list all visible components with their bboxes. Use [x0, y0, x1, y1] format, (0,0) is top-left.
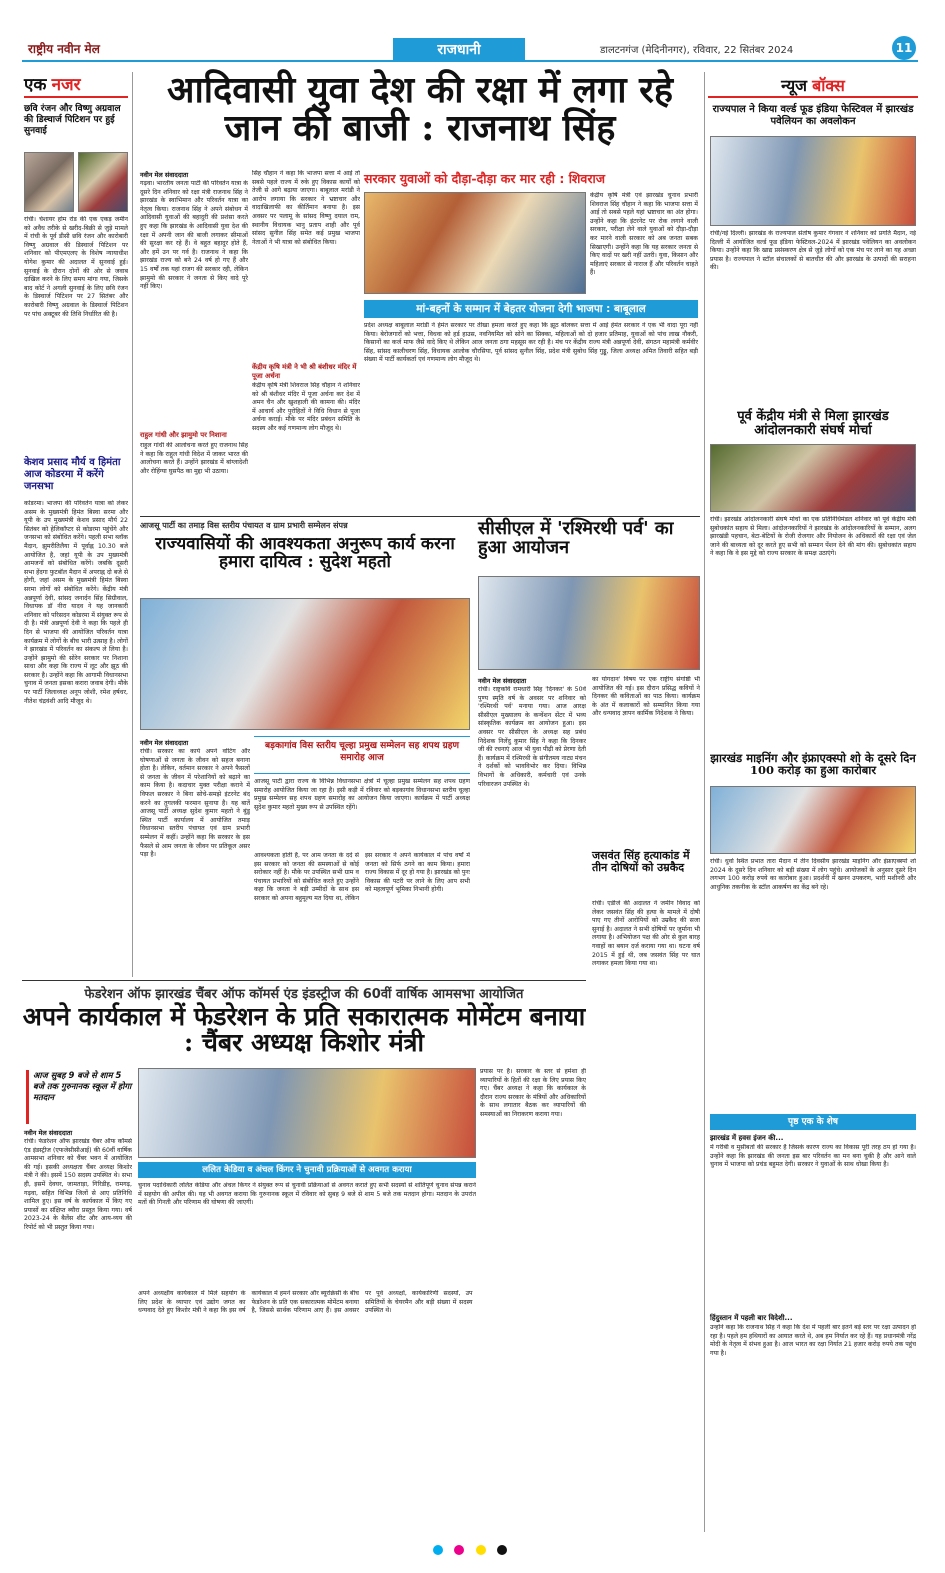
news-box-body-3: रांची। धुर्वा स्थित प्रभात तारा मैदान में तीन दिवसीय झारखंड माइनिंग और इंफ्राएक्स्पो शो 2024 के दूसरे दिन शनिवार को बड़ी संख्या में लोग पहुंचे। आयोजकों के अनुसार दूसरे दिन लगभग 100 करोड़ रुपये का कारोबार हुआ। प्रदर्शनी में खनन उपकरण, भारी मशीनरी और आधुनिक तकनीक के स्टॉल आकर्षण का केंद्र बने रहे। — [710, 858, 916, 891]
sudesh-body-right: आवश्यकता होती है, पर आम जनता के दर्द से इस सरकार को जनता की समस्याओं से कोई सरोकार नहीं है। मौके पर उपस्थित सभी ग्राम व पंचायत प्रभारियों को संबोधित करते हुए उन्होंने कहा कि जनता ने बड़ी उम्मीदों के साथ इस सरकार को अपना बहुमूल्य मत दिया था, लेकिन इस सरकार ने अपने कार्यकाल में पांच वर्षों में जनता को सिर्फ ठगने का काम किया। हमारा राज्य विकास में दूर हो गया है। झारखंड को पुनः विकास की पटरी पर लाने के लिए आप सभी को महत्वपूर्ण भूमिका निभानी होगी। — [254, 852, 470, 902]
registration-marks — [22, 1540, 918, 1554]
sudesh-body-sub: आजसू पार्टी द्वारा राज्य के विभिन्न विधानसभा क्षेत्रों में चूल्हा प्रमुख सम्मेलन सह शपथ ग्रहण समारोह आयोजित किया जा रहा है। इसी कड़ी में रविवार को बड़कागांव विधानसभा स्तरीय चूल्हा प्रमुख सम्मेलन सह शपथ ग्रहण समारोह का आयोजन किया जाएगा। कार्यक्रम में पार्टी अध्यक्ष सुदेश कुमार महतो मुख्य रूप से उपस्थित रहेंगे। — [254, 778, 470, 811]
ek-nazar-label — [24, 72, 128, 98]
lead-headline: आदिवासी युवा देश की रक्षा में लगा रहे जान की बाजी : राजनाथ सिंह — [167, 69, 673, 149]
sudesh-shoulder: आजसू पार्टी का तमाड़ विस स्तरीय पंचायत व ग्राम प्रभारी सम्मेलन संपन्न — [140, 521, 348, 530]
federation-shoulder: फेडरेशन ऑफ झारखंड चैंबर ऑफ कॉमर्स एंड इंडस्ट्रीज की 60वीं वार्षिक आमसभा आयोजित — [84, 987, 524, 1002]
dateline: डालटनगंज (मेदिनीनगर), रविवार, 22 सितंबर 2024 — [600, 45, 794, 56]
continued-label: पृष्ठ एक के शेष — [710, 1114, 916, 1130]
photo-chamber-agm — [138, 1068, 476, 1158]
jaswant-body: रांची। एडीजे की अदालत ने जमीन विवाद को लेकर जसवंत सिंह की हत्या के मामले में दोषी पाए गए तीनों आरोपियों को उम्रकैद की सजा सुनाई है। अदालत ने सभी दोषियों पर जुर्माना भी लगाया है। अभियोजन पक्ष की ओर से कुल बारह गवाहों का बयान दर्ज कराया गया था। घटना वर्ष 2015 में हुई थी, जब जसवंत सिंह पर घात लगाकर हमला किया गया था। — [592, 900, 700, 968]
section-rule-1 — [140, 516, 700, 517]
babulal-body: प्रदेश अध्यक्ष बाबूलाल मरांडी ने हेमंत सरकार पर तीखा हमला करते हुए कहा कि झूठ बोलकर सत्ता में आई हेमंत सरकार ने एक भी वादा पूरा नहीं किया। बेरोजगारों को भत्ता, विधवा को हर्ड हाउस, नवनियमित को सोने का सिक्का, महिलाओं को दो हजार प्रतिमाह, युवाओं को पांच लाख नौकरी, किसानों का कर्ज माफ जैसे वादे किए थे लेकिन आज जनता ठगा महसूस कर रही है। मंच पर केंद्रीय राज्य मंत्री अन्नपूर्णा देवी, संगठन महामंत्री कर्मवीर सिंह, सांसद कालीचरण सिंह, विधायक आलोक चौरसिया, पूर्व सांसद सुनील सिंह, प्रदेश मंत्री सुबोध सिंह गुड्डू, जिला अध्यक्ष अमित तिवारी सहित बड़ी संख्या में पार्टी कार्यकर्ता एवं गणमान्य लोग मौजूद थे। — [364, 322, 698, 364]
federation-byline: नवीन मेल संवाददाता — [24, 1129, 73, 1137]
shivraj-body: केंद्रीय कृषि मंत्री एवं झारखंड चुनाव प्रभारी शिवराज सिंह चौहान ने कहा कि भाजपा सत्ता में आई तो सबसे पहले यहां भ्रष्टाचार का अंत होगा। उन्होंने कहा कि इंटरनेट पर रोक लगाने वाली सरकार, परीक्षा लेने वाले युवाओं को दौड़ा-दौड़ा कर मारने वाली सरकार को अब जनता सबक सिखाएगी। उन्होंने कहा कि यह सरकार जनता से किए वादों पर खरी नहीं उतरी। युवा, किसान और महिलाएं सरकार से नाराज हैं और परिवर्तन चाहते हैं। — [590, 192, 698, 277]
federation-body-left: रांची। फेडरेशन ऑफ झारखंड चैंबर ऑफ कॉमर्स एंड इंडस्ट्रीज (एफजेसीसीआई) की 60वीं वार्षिक आमसभा शनिवार को चैंबर भवन में आयोजित की गई। इसकी अध्यक्षता चैंबर अध्यक्ष किशोर मंत्री ने की। इसमें 150 सदस्य उपस्थित थे। सभा ही, इसमें देवघर, जामताड़ा, गिरिडीह, रामगढ़, गढ़वा, सहित विभिन्न जिलों से आए प्रतिनिधि शामिल हुए। इस वर्ष के कार्यकाल में किए गए प्रयासों का संक्षिप्त ब्यौरा प्रस्तुत किया गया। वर्ष 2023-24 के बैलेंस शीट और आय-व्यय की रिपोर्ट को भी प्रस्तुत किया गया। — [24, 1138, 132, 1231]
jaswant-headline: जसवंत सिंह हत्याकांड में तीन दोषियों को उम्रकैद — [592, 849, 690, 874]
photo-ajsu-meeting — [140, 598, 470, 730]
photo-vishnu-agarwal — [78, 152, 128, 212]
yellow-mark — [476, 1545, 486, 1555]
news-box-body-2: रांची। झारखंड आंदोलनकारी संघर्ष मोर्चा का एक प्रतिनिधिमंडल शनिवार को पूर्व केंद्रीय मंत्री सुबोधकांत सहाय से मिला। आंदोलनकारियों ने झारखंड के आंदोलनकारियों के सम्मान, अलग झारखंडी पहचान, बेटा-बेटियों के रोजी रोजगार और नियोजन के अधिकारों की रक्षा एवं जेल जाने की बाध्यता को दूर करते हुए सभी को सम्मान पेंशन देने की मांग की। सुबोधकांत सहाय ने कहा कि वे इस मुद्दे को राज्य सरकार के समक्ष उठाएंगे। — [710, 516, 916, 558]
lead-body-col1: गढ़वा। भारतीय जनता पार्टी की परिवर्तन यात्रा के दूसरे दिन शनिवार को रक्षा मंत्री राजनाथ सिंह ने झारखंड के स्वाभिमान और परिवर्तन यात्रा का नेतृत्व किया। राजनाथ सिंह ने अपने संबोधन में आदिवासी युवाओं की बहादुरी की प्रशंसा करते हुए कहा कि झारखंड के आदिवासी युवा देश की रक्षा में अपनी जान की बाजी लगाकर सीमाओं की सुरक्षा कर रहे हैं। वे बहुत बहादुर होते हैं, और हमें उन पर गर्व है। राजनाथ ने कहा कि झारखंड राज्य को बने 24 वर्ष हो गए हैं और 15 वर्षों तक यहां राजग की सरकार रही, लेकिन झामुमो की सरकार ने जनता से किए वादे पूरे नहीं किए। — [140, 180, 248, 291]
sudesh-byline: नवीन मेल संवाददाता — [140, 739, 189, 747]
federation-body-sub: चुनाव पदाधिकारी ललित केडिया और अंचल किंगर ने संयुक्त रूप से चुनावी प्रक्रियाओं से अवगत कराते हुए सभी सदस्यों से शांतिपूर्ण चुनाव संपन्न कराने में सहयोग की अपील की। यह भी अवगत कराया कि गुरुनानक स्कूल में रविवार को सुबह 9 बजे से शाम 5 बजे तक मतदान होगा। मतदान के उपरांत मतों की गिनती और परिणाम की घोषणा की जाएगी। — [138, 1182, 476, 1207]
ek-nazar-headline-1: छवि रंजन और विष्णु अग्रवाल की डिस्चार्ज पिटिशन पर हुई सुनवाई — [24, 104, 121, 136]
column-divider — [132, 72, 133, 977]
news-box-headline-1: राज्यपाल ने किया वर्ल्ड फूड इंडिया फेस्टिवल में झारखंड पवेलियन का अवलोकन — [712, 104, 914, 127]
cicl-byline: नवीन मेल संवाददाता — [478, 677, 527, 685]
box-label: बॉक्स — [812, 76, 845, 95]
cicl-body-2: का योगदान' विषय पर एक राष्ट्रीय संगोष्ठी भी आयोजित की गई। इस दौरान प्रसिद्ध कवियों ने दिनकर की कविताओं का पाठ किया। कार्यक्रम के अंत में कलाकारों को सम्मानित किया गया और धन्यवाद ज्ञापन कार्मिक निदेशक ने किया। — [592, 676, 700, 718]
photo-governor-pavilion — [710, 136, 916, 226]
black-mark — [497, 1545, 507, 1555]
news-box-label — [708, 74, 918, 98]
shivraj-shoulder: सरकार युवाओं को दौड़ा-दौड़ा कर मार रही : शिवराज — [364, 171, 606, 186]
photo-cicl-event — [478, 576, 700, 670]
federation-subbox: ललित केडिया व अंचल किंगर ने चुनावी प्रक्रियाओं से अवगत कराया — [138, 1162, 476, 1178]
section-rule-2 — [22, 980, 586, 981]
lead-subhead-2: केंद्रीय कृषि मंत्री ने भी श्री बंशीधर मंदिर में पूजा अर्चना — [252, 363, 357, 380]
cyan-mark — [433, 1545, 443, 1555]
magenta-mark — [454, 1545, 464, 1555]
sudesh-body-left: रांची। सरकार का कार्य अपने वोटिंग और घोषणाओं से जनता के जीवन को सहज बनाना होता है। लेकिन, वर्तमान सरकार ने अपने फैसलों से जनता के जीवन में परेशानियों को बढ़ाने का काम किया है। कदाचार मुक्त परीक्षा कराने में विफल सरकार ने बिना सोचे-समझे इंटरनेट बंद करने का तुगलकी फरमान सुनाया है। यह बातें आजसू पार्टी अध्यक्ष सुदेश कुमार महतो ने बुंडू स्थित पार्टी कार्यालय में आयोजित तमाड़ विधानसभा स्तरीय पंचायत एवं ग्राम प्रभारी सम्मेलन में कहीं। उन्होंने कहा कि सरकार के इस फैसले से आम जनता के जीवन पर प्रतिकूल असर पड़ा है। — [140, 748, 250, 859]
ek-nazar-body-2: कोडरमा। भाजपा की परिवर्तन यात्रा को लेकर असम के मुख्यमंत्री हिमंत बिस्वा सरमा और यूपी के उप मुख्यमंत्री केशव प्रसाद मौर्य 22 सितंबर को हेलिकॉप्टर से कोडरमा पहुंचेंगे और जनसभा को संबोधित करेंगे। पहली सभा ब्लॉक मैदान, झुमरीतिलैया में पूर्वाह्न 10.30 बजे आयोजित है, जहां यूपी के उप मुख्यमंत्री आमजनों को संबोधित करेंगे। जबकि दूसरी सभा हेंदगा फुटबॉल मैदान में अपराह्न दो बजे से होगी, जहां असम के मुख्यमंत्री हिमंत बिस्वा सरमा लोगों को संबोधित करेंगे। केंद्रीय मंत्री अन्नपूर्णा देवी, सांसद जनार्दन सिंह सिग्रीवाल, विधायक डॉ नीरा यादव ने यह जानकारी शनिवार को परिसदन कोडरमा में संयुक्त रूप से दी है। मंत्री अन्नपूर्णा देवी ने कहा कि पहले ही दिन से भाजपा की आयोजित परिवर्तन यात्रा कार्यक्रम में लोगों के बीच भारी उत्साह है। लोगों ने झारखंड में परिवर्तन का संकल्प ले लिया है। उन्होंने झामुमो की सोरेन सरकार पर निशाना साधा और कहा कि राज्य में लूट और झूठ की सरकार है। उन्होंने कहा कि आगामी विधानसभा चुनाव में जनता इसका करारा जवाब देगी। मौके पर पार्टी जिलाध्यक्ष अनूप जोशी, रमेश हर्षधर, नीतेश चंद्रवंशी आदि मौजूद थे। — [24, 500, 128, 705]
column-divider-right — [704, 72, 705, 1532]
lead-body-col2b: केंद्रीय कृषि मंत्री शिवराज सिंह चौहान ने शनिवार को श्री बंशीधर मंदिर में पूजा अर्चना कर देश में अमन चैन और खुशहाली की कामना की। मंदिर में आचार्य और पुरोहितों ने विधि विधान से पूजा अर्चना कराई। मौके पर मंदिर प्रबंधन समिति के सदस्य और कई गणमान्य लोग मौजूद थे। — [252, 382, 360, 432]
federation-headline: अपने कार्यकाल में फेडरेशन के प्रति सकारात्मक मोमेंटम बनाया : चैंबर अध्यक्ष किशोर मंत्री — [22, 1002, 586, 1058]
news-box-body-1: रांची/नई दिल्ली। झारखंड के राज्यपाल संतोष कुमार गंगवार ने शनिवार को प्रगति मैदान, नई दिल्ली में आयोजित वर्ल्ड फूड इंडिया फेस्टिवल-2024 में झारखंड पवेलियन का अवलोकन किया। उन्होंने कहा कि खाद्य प्रसंस्करण क्षेत्र से जुड़े लोगों को एक मंच पर लाने का यह अच्छा प्रयास है। राज्यपाल ने स्टॉल संचालकों से बातचीत की और झारखंड के उत्पादों की सराहना की। — [710, 230, 916, 272]
lead-subhead-1: राहुल गांधी और झामुमो पर निशाना — [140, 431, 227, 439]
photo-mining-expo — [710, 786, 916, 854]
photo-rally-stage — [364, 192, 586, 294]
babulal-headline: मां-बहनों के सम्मान में बेहतर योजना देगी भाजपा : बाबूलाल — [364, 300, 698, 318]
page-number: 11 — [892, 36, 916, 60]
paper-name: राष्ट्रीय नवीन मेल — [28, 42, 100, 56]
federation-body-bottom: अपने अध्यक्षीय कार्यकाल में मिले सहयोग के लिए प्रदेश के व्यापार एवं उद्योग जगत का धन्यवाद देते हुए किशोर मंत्री ने कहा कि इस वर्ष कार्यकाल में हमने सरकार और ब्यूरोक्रेसी के बीच फेडरेशन के प्रति एक सकारात्मक मोमेंटम बनाया है, जिससे सार्थक परिणाम आए हैं। इस अवसर पर पूर्व अध्यक्षों, कार्यकारिणी सदस्यों, उप समितियों के चेयरमैन और बड़ी संख्या में सदस्य उपस्थित थे। — [138, 1290, 473, 1315]
photo-andolankari-meeting — [710, 444, 916, 512]
federation-body-top-right: प्रयास पर है। सरकार के स्तर से हमेशा ही व्यापारियों के हितों की रक्षा के लिए प्रयास किए गए। चैंबर अध्यक्ष ने कहा कि कार्यकाल के दौरान राज्य सरकार के मंत्रियों और अधिकारियों के साथ लगातार बैठक कर व्यापारियों की समस्याओं का निराकरण कराया गया। — [480, 1068, 586, 1118]
cicl-headline: सीसीएल में 'रश्मिरथी पर्व' का हुआ आयोजन — [478, 518, 674, 558]
lead-body-col2: सिंह चौहान ने कहा कि भाजपा सत्ता में आई तो सबसे पहले राज्य में रुके हुए विकास कार्यों को तेजी से आगे बढ़ाया जाएगा। बाबूलाल मरांडी ने आरोप लगाया कि सरकार ने भ्रष्टाचार और वादाखिलाफी का कीर्तिमान बनाया है। इस अवसर पर पलामू के सांसद विष्णु दयाल राम, स्थानीय विधायक भानु प्रताप शाही और पूर्व सांसद सुनील सिंह समेत कई प्रमुख भाजपा नेताओं ने भी यात्रा को संबोधित किया। — [252, 170, 360, 246]
sudesh-subbox: बड़कागांव विस स्तरीय चूल्हा प्रमुख सम्मेलन सह शपथ ग्रहण समारोह आज — [254, 736, 470, 774]
continued-headline-1: झारखंड में हवस इंजन की... — [710, 1134, 784, 1142]
nazar-label: नजर — [51, 75, 81, 95]
news-box-headline-2: पूर्व केंद्रीय मंत्री से मिला झारखंड आंदोलनकारी संघर्ष मोर्चा — [737, 409, 889, 438]
ek-nazar-body-1: रांची। चेशायर होम रोड की एक एकड़ जमीन को अवैध तरीके से खरीद-बिक्री से जुड़े मामले में रांची के पूर्व डीसी छवि रंजन और कारोबारी विष्णु अग्रवाल की डिस्चार्ज पिटिशन पर शनिवार को पीएमएलए के विशेष न्यायाधीश योगेश कुमार की अदालत में सुनवाई हुई। सुनवाई के दौरान दोनों की ओर से जवाब दाखिल करने के लिए समय मांगा गया, जिसके बाद कोर्ट ने अगली सुनवाई के लिए छवि रंजन के डिस्चार्ज पिटिशन पर 27 सितंबर और कारोबारी विष्णु अग्रवाल के डिस्चार्ज पिटिशन पर पांच अक्टूबर की तिथि निर्धारित की है। — [24, 216, 128, 318]
ek-nazar-headline-2: केशव प्रसाद मौर्य व हिमंता आज कोडरमा में करेंगे जनसभा — [24, 457, 121, 492]
federation-side-note: आज सुबह 9 बजे से शाम 5 बजे तक गुरुनानक स्कूल में होगा मतदान — [26, 1070, 132, 1124]
continued-body-1: में गरीबी व मुसीबतों की सरकार है जिसके कारण राज्य का विकास पूरी तरह ठप हो गया है। उन्होंने कहा कि झारखंड की जनता इस बार परिवर्तन का मन बना चुकी है और आने वाले चुनाव में भाजपा को प्रचंड बहुमत देगी। सरकार ने युवाओं के साथ धोखा किया है। — [710, 1144, 916, 1169]
continued-headline-2: हिंदुस्तान में पहली बार विदेशी... — [710, 1314, 793, 1322]
ek-label: एक — [24, 75, 47, 95]
section-title: राजधानी — [393, 38, 525, 62]
news-box-headline-3: झारखंड माइनिंग और इंफ्राएक्स्पो शो के दूसरे दिन 100 करोड़ का हुआ कारोबार — [710, 751, 916, 778]
sudesh-headline: राज्यवासियों की आवश्यकता अनुरूप कार्य करना हमारा दायित्व : सुदेश महतो — [155, 534, 455, 572]
lead-byline: नवीन मेल संवाददाता — [140, 171, 189, 179]
photo-chhavi-ranjan — [24, 152, 74, 212]
cicl-body: रांची। राष्ट्रकवि रामधारी सिंह 'दिनकर' के 50वें पुण्य स्मृति वर्ष के अवसर पर शनिवार को 'रश्मिरथी पर्व' मनाया गया। आज आरक्ष सीसीएल मुख्यालय के कन्वेंशन सेंटर में भव्य सांस्कृतिक कार्यक्रम का आयोजन हुआ। इस अवसर पर सीसीएल के अध्यक्ष सह प्रबंध निदेशक निलेंदु कुमार सिंह ने कहा कि दिनकर जी की रचनाएं आज भी युवा पीढ़ी को प्रेरणा देती हैं। कार्यक्रम में रश्मिरथी के संगीतमय नाट्य मंचन ने दर्शकों को भावविभोर कर दिया। विभिन्न विभागों के अधिकारी, कर्मचारी एवं उनके परिवारजन उपस्थित थे। — [478, 686, 586, 788]
news-label: न्यूज — [781, 76, 808, 95]
continued-body-2: उन्होंने कहा कि राजनाथ सिंह ने कहा कि देश में पहली बार इतने बड़े स्तर पर रक्षा उत्पादन हो रहा है। पहले हम हथियारों का आयात करते थे, अब हम निर्यात कर रहे हैं। यह प्रधानमंत्री नरेंद्र मोदी के नेतृत्व में संभव हुआ है। आज भारत का रक्षा निर्यात 21 हजार करोड़ रुपये तक पहुंच गया है। — [710, 1324, 916, 1357]
lead-body-col1b: राहुल गांधी की आलोचना करते हुए राजनाथ सिंह ने कहा कि राहुल गांधी विदेश में जाकर भारत की आलोचना करते हैं। उन्होंने झारखंड में बांग्लादेशी और रोहिंग्या घुसपैठ का मुद्दा भी उठाया। — [140, 442, 248, 475]
